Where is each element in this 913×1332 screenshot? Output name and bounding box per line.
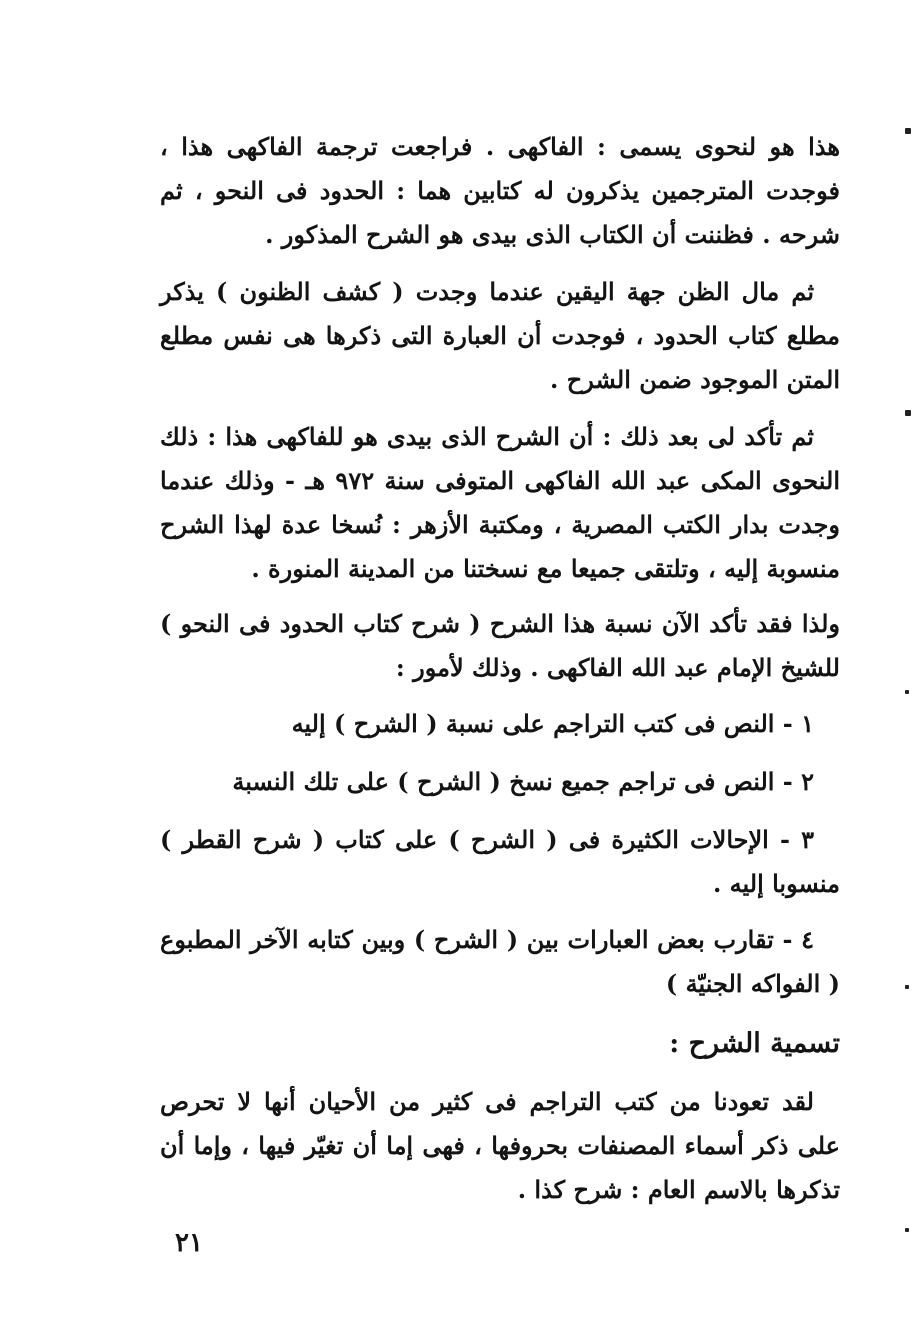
list-item bbox=[160, 702, 840, 746]
margin-mark bbox=[905, 410, 911, 416]
list-item-text: ٤ - تقارب بعض العبارات بين ( الشرح ) وبين كتابه الآخر المطبوع ( الفواكه الجنيّة ) bbox=[160, 925, 840, 998]
margin-mark bbox=[905, 1228, 909, 1232]
paragraph-naming bbox=[160, 1080, 840, 1212]
paragraph-text: تأكد الآن نسبة هذا الشرح ( شرح كتاب الحدود فى النحو ) للشيخ الإمام عبد الله الفاكهى . وذلك لأمور : bbox=[160, 609, 840, 682]
list-item bbox=[160, 818, 840, 906]
paragraph-text: ثم تأكد لى بعد ذلك : أن الشرح الذى بيدى هو للفاكهى هذا : ذلك النحوى المكى عبد الله الفاكهى المتوفى سنة ٩٧٢ هـ - وذلك عندما وجدت بدار الكتب المصرية ، ومكتبة الأزهر : نُسخا عدة لهذا الشرح منسوبة إليه ، وتلتقى جميعا مع نسختنا من المدينة المنورة . bbox=[160, 422, 841, 583]
paragraph-attribution-search bbox=[160, 125, 840, 257]
paragraph-lead-word: ولذا فقد bbox=[756, 609, 841, 638]
margin-mark bbox=[905, 690, 909, 694]
paragraph-conclusion bbox=[160, 602, 840, 690]
list-item bbox=[160, 760, 840, 804]
margin-mark bbox=[905, 128, 911, 134]
section-heading: تسمية الشرح : bbox=[669, 1028, 840, 1059]
list-item-text: ٢ - النص فى تراجم جميع نسخ ( الشرح ) على تلك النسبة bbox=[232, 767, 814, 796]
paragraph-text: هذا هو لنحوى يسمى : الفاكهى . فراجعت ترجمة الفاكهى هذا ، فوجدت المترجمين يذكرون له كتابين هما : الحدود فى النحو ، ثم شرحه . فظننت أن الكتاب الذى بيدى هو الشرح المذكور . bbox=[160, 132, 840, 249]
paragraph-kashf-al-zunun bbox=[160, 270, 840, 402]
list-item-text: ١ - النص فى كتب التراجم على نسبة ( الشرح ) إليه bbox=[291, 709, 814, 738]
paragraph-text: ثم مال الظن جهة اليقين عندما وجدت ( كشف الظنون ) يذكر مطلع كتاب الحدود ، فوجدت أن العبارة التى ذكرها هى نفس مطلع المتن الموجود ضمن الشرح . bbox=[160, 277, 840, 394]
list-item-text: ٣ - الإحالات الكثيرة فى ( الشرح ) على كتاب ( شرح القطر ) منسوبا إليه . bbox=[160, 825, 840, 898]
paragraph-text: لقد تعودنا من كتب التراجم فى كثير من الأحيان أنها لا تحرص على ذكر أسماء المصنفات بحروفها ، فهى إما أن تغيّر فيها ، وإما أن تذكرها بالاسم العام : شرح كذا . bbox=[160, 1087, 840, 1204]
margin-mark bbox=[905, 985, 909, 989]
list-item bbox=[160, 918, 840, 1006]
page-number: ٢١ bbox=[175, 1228, 203, 1258]
paragraph-confirmation bbox=[160, 415, 840, 591]
